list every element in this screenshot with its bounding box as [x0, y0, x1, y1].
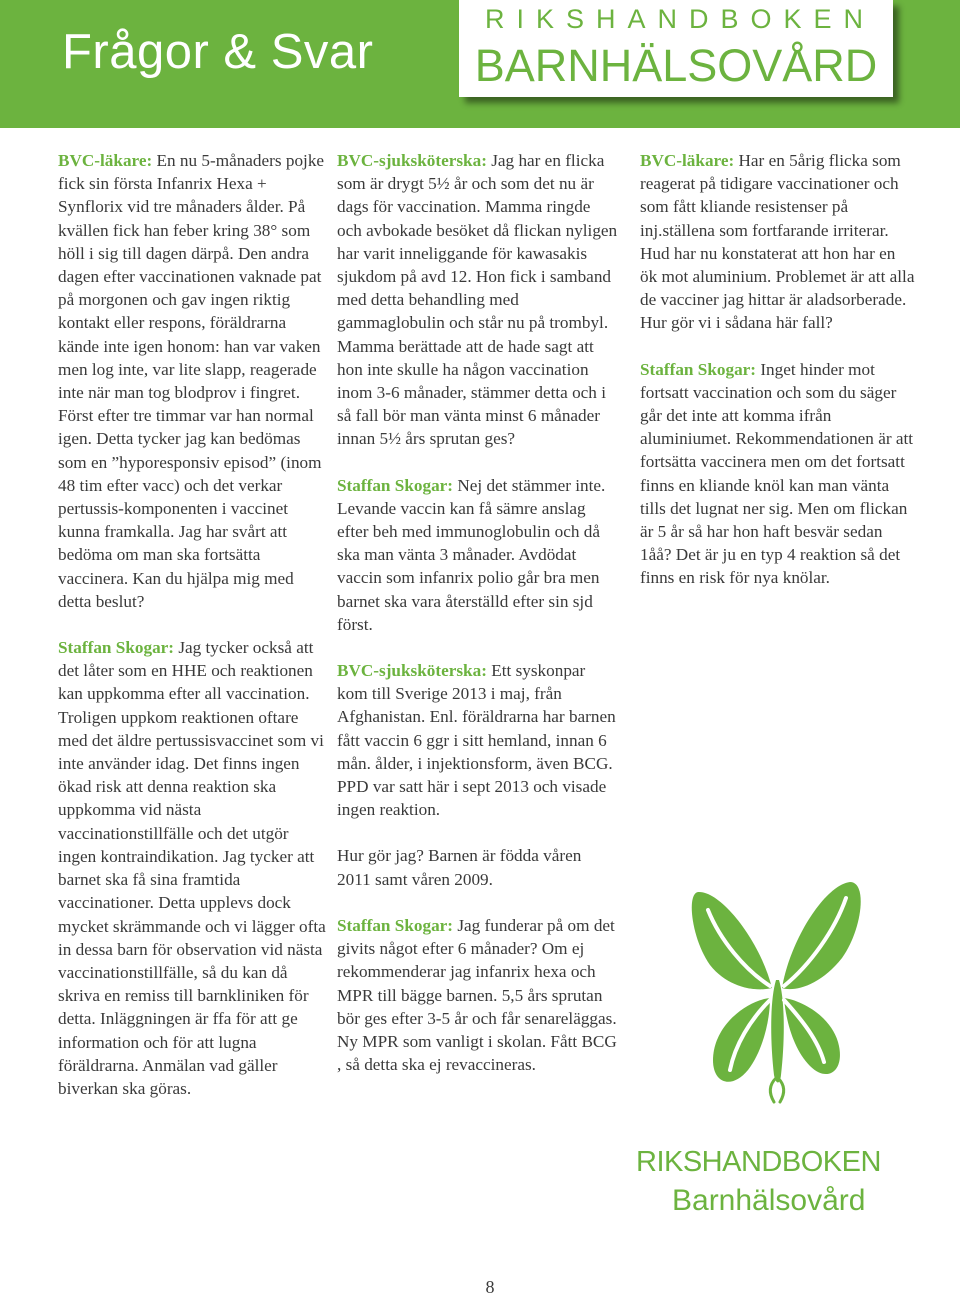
header-banner: [0, 0, 960, 128]
speaker-label: BVC-sjuksköterska:: [337, 151, 487, 170]
paragraph-text: Inget hinder mot fortsatt vaccination och som du säger går det inte att komma ifrån aluminiumet. Rekommendationen är att fortsätta vaccinera men om det fortsatt finns en kliande knöl kan man vänta tills det lugnat ner sig. Men om flickan är 5 år så har hon haft besvär sedan 1åå? Det är ju en typ 4 reaktion så det finns en risk för nya knölar.: [640, 359, 914, 588]
paragraph-text: Nej det stämmer inte. Levande vaccin kan få sämre anslag efter beh med immunoglobulin och då ska man vänta 3 månader. Avdödat vaccin som infanrix polio går bra men barnet ska vara återställd efter sin sjd först.: [337, 475, 606, 634]
footer-logo-top: RIKSHANDBOKEN: [636, 1146, 881, 1178]
paragraph-text: Hur gör jag? Barnen är födda våren 2011 samt våren 2009.: [337, 846, 582, 889]
column-2: [337, 149, 619, 1099]
paragraph-text: En nu 5-månaders pojke fick sin första Infanrix Hexa + Synflorix vid tre månaders ålder. På kvällen fick han feber kring 38° som höll i sig till dagen därpå. Den andra dagen efter vaccinationen vaknade pat på morgonen och gav ingen riktig kontakt eller respons, föräldrarna kände inte igen honom: han var vaken men log inte, var lite slapp, reagerade inte när man tog blodprov i fingret. Först efter tre timmar var han normal igen. Detta tycker jag kan bedömas som en ”hyporesponsiv episod” (inom 48 tim efter vacc) och det verkar pertussis-komponenten i vaccinet kunna framkalla. Jag har svårt att bedöma om man ska fortsätta vaccinera. Kan du hjälpa mig med detta beslut?: [58, 151, 325, 611]
paragraph-text: Har en 5årig flicka som reagerat på tidigare vaccinationer och som fått kliande resistenser på inj.ställena som fortfarande irriterar. Hud har nu konstaterat att hon har en ök mot aluminium. Problemet är att alla de vacciner jag hittar är aladsorberade. Hur gör vi i sådana här fall?: [640, 151, 915, 333]
speaker-label: BVC-läkare:: [58, 151, 153, 170]
paragraph: [640, 358, 915, 590]
paragraph: [337, 914, 619, 1076]
logo-wordmark-top: RIKSHANDBOKEN: [484, 4, 876, 34]
paragraph-text: Ett syskonpar kom till Sverige 2013 i maj, från Afghanistan. Enl. föräldrarna har barnen fått vaccin 6 ggr i sitt hemland, innan 6 mån. ålder, i injektionsform, även BCG. PPD var satt här i sept 2013 och visade ingen reaktion.: [337, 661, 616, 820]
paragraph-text: Jag funderar på om det givits något efter 6 månader? Om ej rekommenderar jag infanrix hexa och MPR till bägge barnen. 5,5 års sprutan bör ges efter 3-5 år och får senareläggas. Ny MPR som vanligt i skolan. Fått BCG , så detta ska ej revaccineras.: [337, 915, 617, 1075]
speaker-label: Staffan Skogar:: [640, 359, 757, 379]
paragraph: [58, 636, 328, 1100]
paragraph: [337, 149, 619, 451]
paragraph-text: Jag tycker också att det låter som en HHE och reaktionen kan uppkomma efter all vaccination. Troligen uppkom reaktionen oftare med det äldre pertussisvaccinet som vi inte använder idag. Det finns ingen ökad risk att denna reaktion ska uppkomma vid nästa vaccinationstillfälle och det utgör ingen kontraindikation. Jag tycker att barnet ska få sina framtida vaccinationer. Detta upplevs dock mycket skrämmande och vi lägger ofta in dessa barn för observation vid nästa vaccinationstillfälle, så du kan då skriva en remiss till barnkliniken för detta. Inläggningen är ffa för att ge information och för att lugna föräldrarna. Anmälan vad gäller biverkan ska göras.: [58, 638, 326, 1098]
footer-logo-bottom: Barnhälsovård: [672, 1184, 866, 1217]
paragraph: [58, 149, 328, 613]
butterfly-logo-icon: [690, 870, 865, 1120]
rikshandboken-logo: [459, 0, 893, 97]
paragraph: [337, 844, 619, 890]
speaker-label: BVC-sjuksköterska:: [337, 661, 487, 681]
page-number: 8: [485, 1277, 495, 1297]
page-title: Frågor & Svar: [62, 25, 374, 79]
column-1: [58, 149, 328, 1123]
paragraph: [640, 149, 915, 335]
paragraph: [337, 659, 619, 821]
column-3: [640, 149, 915, 613]
paragraph: [337, 474, 619, 636]
speaker-label: BVC-läkare:: [640, 151, 735, 170]
speaker-label: Staffan Skogar:: [58, 638, 175, 658]
speaker-label: Staffan Skogar:: [337, 475, 454, 495]
speaker-label: Staffan Skogar:: [337, 915, 454, 935]
logo-wordmark-bottom: BARNHÄLSOVÅRD: [474, 40, 878, 91]
paragraph-text: Jag har en flicka som är drygt 5½ år och som det nu är dags för vaccination. Mamma ringde och avbokade besöket då flickan nyligen har varit inneliggande för kawasakis sjukdom på avd 12. Hon fick i samband med detta behandling med gammaglobulin och står nu på trombyl. Mamma berättade att de hade sagt att hon inte skulle ha någon vaccination inom 3-6 månader, stämmer detta och i så fall bör man vänta minst 6 månader innan 5½ års sprutan ges?: [337, 151, 618, 449]
